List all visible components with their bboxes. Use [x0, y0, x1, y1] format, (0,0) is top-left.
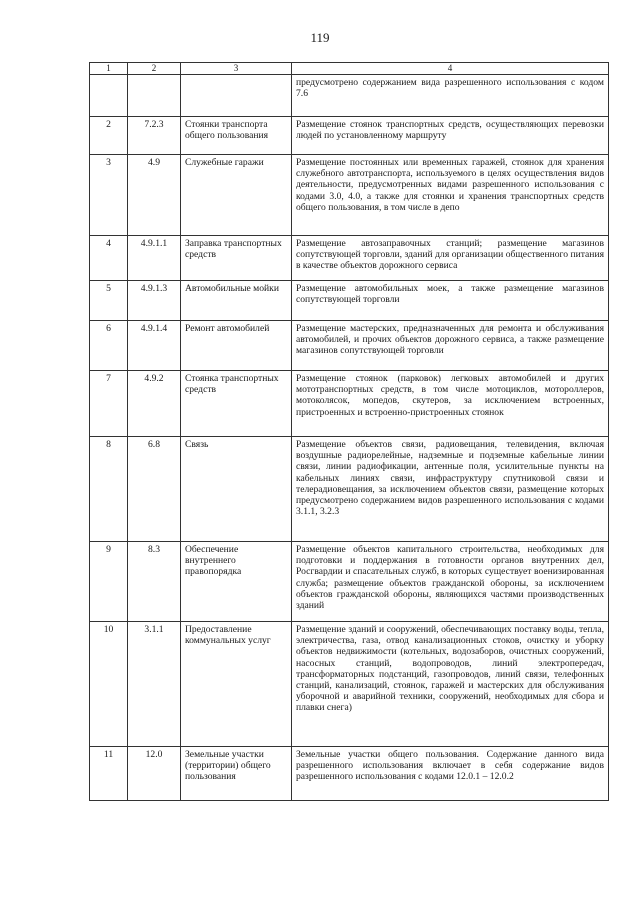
use-name: Обеспечение внутреннего правопорядка — [181, 542, 292, 622]
table-header-row — [90, 63, 609, 75]
table-row — [90, 371, 609, 437]
table-row — [90, 236, 609, 281]
use-description: Земельные участки общего пользования. Содержание данного вида разрешенного использования включает в себя содержание видов разрешенного использования с кодами 12.0.1 – 12.0.2 — [292, 747, 609, 801]
table-row — [90, 622, 609, 747]
row-number: 5 — [90, 281, 128, 321]
use-description: Размещение стоянок (парковок) легковых автомобилей и других мототранспортных средств, в том числе мотоциклов, мотороллеров, мотоколясок, мопедов, скутеров, за исключением встроенных, пристроенных и встроенно-пристроенных стоянок — [292, 371, 609, 437]
use-description: Размещение мастерских, предназначенных для ремонта и обслуживания автомобилей, и прочих объектов дорожного сервиса, а также размещение магазинов сопутствующей торговли — [292, 321, 609, 371]
row-number: 10 — [90, 622, 128, 747]
table-row — [90, 75, 609, 117]
use-description: предусмотрено содержанием вида разрешенного использования с кодом 7.6 — [292, 75, 609, 117]
use-code: 4.9.2 — [128, 371, 181, 437]
use-name: Автомобильные мойки — [181, 281, 292, 321]
row-number: 2 — [90, 117, 128, 155]
use-description: Размещение объектов капитального строительства, необходимых для подготовки и поддержания в готовности органов внутренних дел, Росгвардии и спасательных служб, в которых существует военизированная служба; размещение объектов гражданской обороны, за исключением объектов гражданской обороны, являющихся частями производственных зданий — [292, 542, 609, 622]
use-description: Размещение автомобильных моек, а также размещение магазинов сопутствующей торговли — [292, 281, 609, 321]
use-name: Ремонт автомобилей — [181, 321, 292, 371]
row-number: 3 — [90, 155, 128, 236]
land-use-table — [89, 62, 609, 801]
row-number: 6 — [90, 321, 128, 371]
use-name: Предоставление коммунальных услуг — [181, 622, 292, 747]
use-description: Размещение стоянок транспортных средств, осуществляющих перевозки людей по установленному маршруту — [292, 117, 609, 155]
use-name: Стоянки транспорта общего пользования — [181, 117, 292, 155]
row-number: 9 — [90, 542, 128, 622]
use-name: Стоянка транспортных средств — [181, 371, 292, 437]
use-name — [181, 75, 292, 117]
use-name: Земельные участки (территории) общего пользования — [181, 747, 292, 801]
use-code: 4.9.1.1 — [128, 236, 181, 281]
use-description: Размещение автозаправочных станций; размещение магазинов сопутствующей торговли, зданий для организации общественного питания в качестве объектов дорожного сервиса — [292, 236, 609, 281]
use-name: Служебные гаражи — [181, 155, 292, 236]
table-row — [90, 437, 609, 542]
use-name: Заправка транспортных средств — [181, 236, 292, 281]
header-cell-2: 2 — [128, 63, 181, 75]
table-row — [90, 321, 609, 371]
row-number: 11 — [90, 747, 128, 801]
use-code: 4.9 — [128, 155, 181, 236]
use-description: Размещение зданий и сооружений, обеспечивающих поставку воды, тепла, электричества, газа, отвод канализационных стоков, очистку и уборку объектов недвижимости (котельных, водозаборов, очистных сооружений, насосных станций, водопроводов, линий электропередач, трансформаторных подстанций, газопроводов, линий связи, телефонных станций, канализаций, стоянок, гаражей и мастерских для обслуживания уборочной и аварийной техники, сооружений, необходимых для сбора и плавки снега) — [292, 622, 609, 747]
row-number: 4 — [90, 236, 128, 281]
row-number: 7 — [90, 371, 128, 437]
row-number — [90, 75, 128, 117]
row-number: 8 — [90, 437, 128, 542]
use-code: 8.3 — [128, 542, 181, 622]
header-cell-1: 1 — [90, 63, 128, 75]
use-description: Размещение постоянных или временных гаражей, стоянок для хранения служебного автотранспорта, используемого в целях осуществления видов деятельности, предусмотренных видами разрешенного использования с кодами 3.0, 4.0, а также для стоянки и хранения транспортных средств общего пользования, в том числе в депо — [292, 155, 609, 236]
use-code: 6.8 — [128, 437, 181, 542]
use-code: 4.9.1.3 — [128, 281, 181, 321]
use-code: 7.2.3 — [128, 117, 181, 155]
table-row — [90, 542, 609, 622]
use-name: Связь — [181, 437, 292, 542]
page-number: 119 — [310, 30, 330, 45]
header-cell-3: 3 — [181, 63, 292, 75]
header-cell-4: 4 — [292, 63, 609, 75]
use-code — [128, 75, 181, 117]
table-row — [90, 155, 609, 236]
table-row — [90, 747, 609, 801]
use-code: 12.0 — [128, 747, 181, 801]
table-row — [90, 281, 609, 321]
use-code: 4.9.1.4 — [128, 321, 181, 371]
table-row — [90, 117, 609, 155]
use-code: 3.1.1 — [128, 622, 181, 747]
use-description: Размещение объектов связи, радиовещания, телевидения, включая воздушные радиорелейные, надземные и подземные кабельные линии связи, линии радиофикации, антенные поля, усилительные пункты на кабельных линиях связи, инфраструктуру спутниковой связи и телерадиовещания, за исключением объектов связи, размещение которых предусмотрено содержанием видов разрешенного использования с кодами 3.1.1, 3.2.3 — [292, 437, 609, 542]
